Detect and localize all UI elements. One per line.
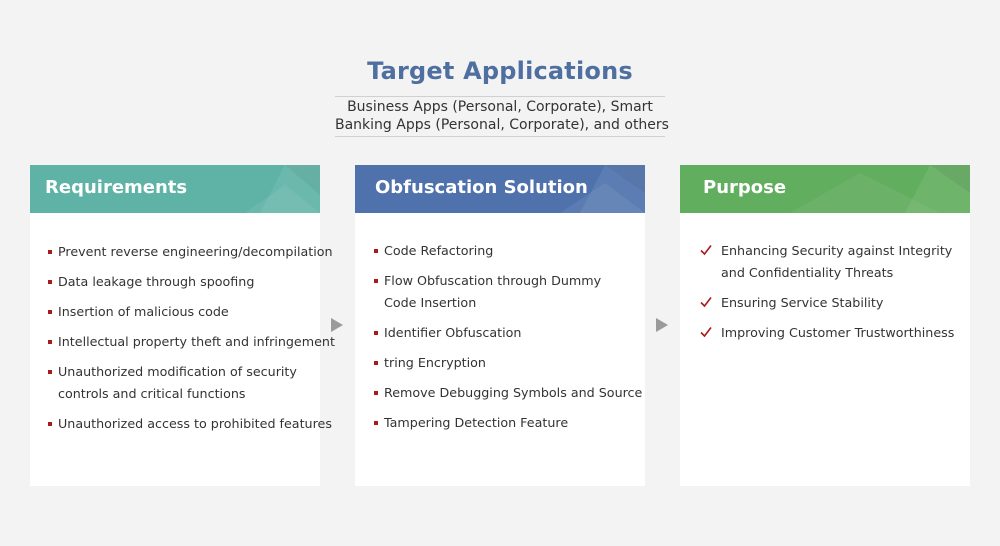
list-item xyxy=(374,270,646,314)
solution-list xyxy=(374,240,646,442)
square-bullet-icon xyxy=(374,331,378,335)
square-bullet-icon xyxy=(48,310,52,314)
list-item-text: Improving Customer Trustworthiness xyxy=(721,325,955,340)
list-item-text: controls and critical functions xyxy=(58,386,246,401)
list-item xyxy=(48,301,320,323)
subtitle xyxy=(335,96,669,137)
list-item-text: Tampering Detection Feature xyxy=(384,415,569,430)
square-bullet-icon xyxy=(374,421,378,425)
square-bullet-icon xyxy=(48,250,52,254)
list-item-text: Unauthorized access to prohibited features xyxy=(58,416,332,431)
checkmark-icon xyxy=(700,326,712,338)
list-item-text: Enhancing Security against Integrity xyxy=(721,243,953,258)
purpose-list xyxy=(700,240,960,352)
requirements-card xyxy=(30,165,335,486)
purpose-header xyxy=(680,165,970,213)
purpose-card xyxy=(680,165,970,486)
list-item xyxy=(48,241,333,263)
list-item-text: Flow Obfuscation through Dummy xyxy=(384,273,602,288)
square-bullet-icon xyxy=(374,249,378,253)
list-item-text: Remove Debugging Symbols and Source xyxy=(384,385,643,400)
right-arrow-icon xyxy=(331,318,343,332)
list-item xyxy=(374,352,646,374)
square-bullet-icon xyxy=(48,280,52,284)
subtitle-line-2: Banking Apps (Personal, Corporate), and others xyxy=(335,117,669,133)
square-bullet-icon xyxy=(374,279,378,283)
list-item xyxy=(374,240,646,262)
list-item-text: tring Encryption xyxy=(384,355,486,370)
solution-title: Obfuscation Solution xyxy=(375,177,588,198)
list-item-text: Insertion of malicious code xyxy=(58,304,229,319)
solution-header xyxy=(355,165,645,213)
list-item-text: Data leakage through spoofing xyxy=(58,274,255,289)
list-item xyxy=(700,292,960,314)
list-item-text: Ensuring Service Stability xyxy=(721,295,884,310)
purpose-title: Purpose xyxy=(703,177,787,198)
right-arrow-icon xyxy=(656,318,668,332)
square-bullet-icon xyxy=(48,370,52,374)
subtitle-line-1: Business Apps (Personal, Corporate), Smart xyxy=(347,99,653,115)
list-item xyxy=(374,382,646,404)
list-item-text: Prevent reverse engineering/decompilation xyxy=(58,244,333,259)
checkmark-icon xyxy=(700,244,712,256)
list-item xyxy=(48,413,332,435)
square-bullet-icon xyxy=(48,422,52,426)
square-bullet-icon xyxy=(374,361,378,365)
list-item xyxy=(48,271,320,293)
list-item xyxy=(374,412,646,434)
list-item xyxy=(700,240,960,284)
list-item-text: Identifier Obfuscation xyxy=(384,325,522,340)
square-bullet-icon xyxy=(48,340,52,344)
solution-card xyxy=(355,165,645,486)
list-item xyxy=(700,322,960,344)
list-item xyxy=(48,331,335,353)
list-item-text: Unauthorized modification of security xyxy=(58,364,297,379)
list-item-text: Code Insertion xyxy=(384,295,477,310)
checkmark-icon xyxy=(700,296,712,308)
list-item xyxy=(48,361,320,405)
page-title: Target Applications xyxy=(367,57,633,85)
requirements-list xyxy=(48,241,335,443)
requirements-header xyxy=(30,165,320,213)
list-item-text: Intellectual property theft and infringement xyxy=(58,334,335,349)
list-item-text: Code Refactoring xyxy=(384,243,494,258)
list-item-text: and Confidentiality Threats xyxy=(721,265,894,280)
list-item xyxy=(374,322,646,344)
square-bullet-icon xyxy=(374,391,378,395)
requirements-title: Requirements xyxy=(45,177,188,198)
